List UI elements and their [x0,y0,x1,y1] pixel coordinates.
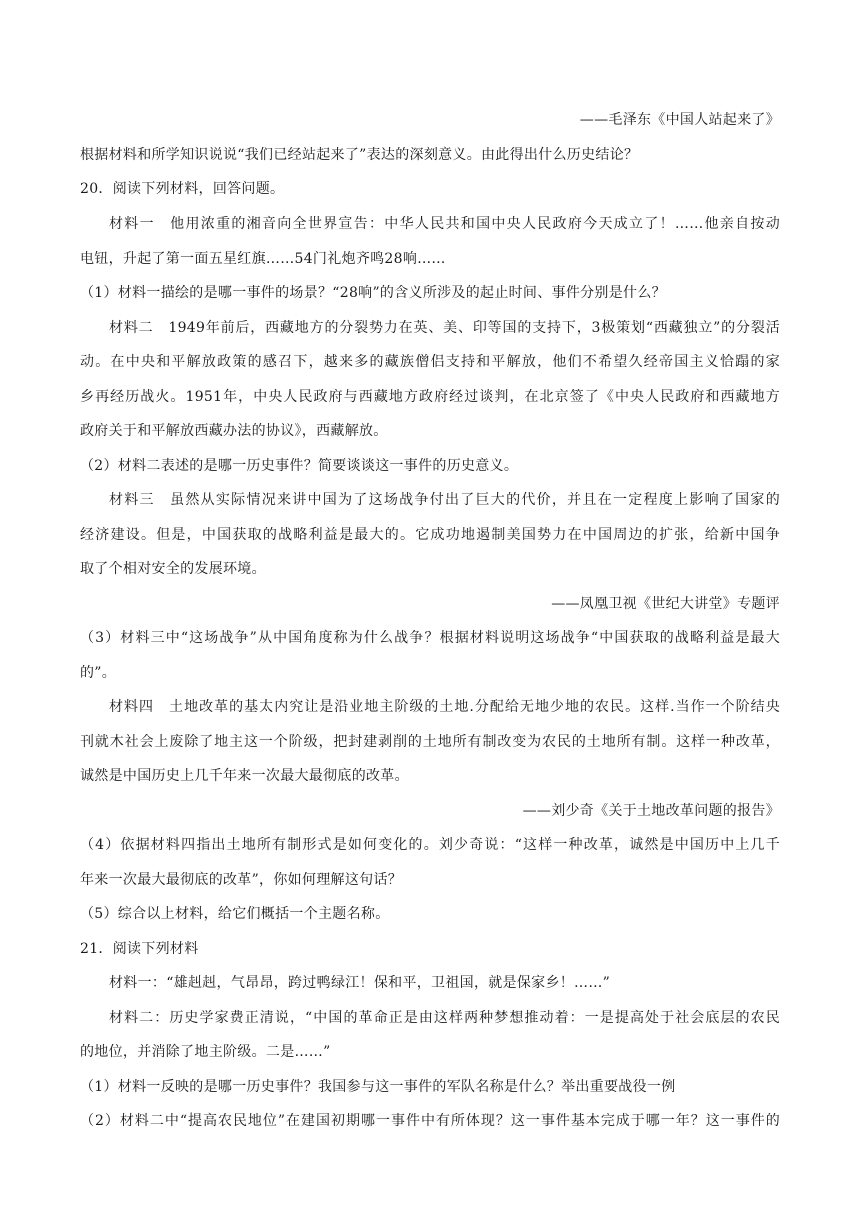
sub-question: 年来一次最大最彻底的改革”，你如何理解这句话？ [80,872,403,888]
sub-question: （1）材料一描绘的是哪一事件的场景？“28响”的含义所涉及的起止时间、事件分别是什么？ [80,285,666,301]
material-paragraph: 电钮，升起了第一面五星红旗……54门礼炮齐鸣28响…… [80,251,446,267]
material-paragraph: 取了个相对安全的发展环境。 [80,561,266,577]
material-paragraph: 诚然是中国历史上几千年来一次最大最彻底的改革。 [80,768,409,784]
material-paragraph: 的地位，并消除了地主阶级。二是……” [80,1044,331,1060]
question-heading: 21．阅读下列材料 [80,941,199,957]
material-paragraph: 乡再经历战火。1951年，中央人民政府与西藏地方政府经过谈判，在北京签了《中央人民政府和西藏地方 [80,389,780,405]
material-paragraph: 动。在中央和平解放政策的感召下，越来多的藏族僧侣支持和平解放，他们不希望久经帝国主义恰蹋的家 [80,354,780,370]
sub-question: （5）综合以上材料，给它们概括一个主题名称。 [80,906,390,922]
material-paragraph: 政府关于和平解放西藏办法的协议》，西藏解放。 [80,423,388,439]
material-paragraph: 材料四 土地改革的基太内究让是沿业地主阶级的土地.分配给无地少地的农民。这样.当作一个阶结央 [109,699,780,715]
sub-question: （1）材料一反映的是哪一历史事件？我国参与这一事件的军队名称是什么？举出重要战役一例 [80,1079,676,1095]
sub-question: （2）材料二表述的是哪一历史事件？简要谈谈这一事件的历史意义。 [80,458,519,474]
material-paragraph: 材料二：历史学家费正清说，“中国的革命正是由这样两种梦想推动着：一是提高处于社会底层的农民 [109,1010,780,1026]
material-paragraph: 材料三 虽然从实际情况来讲中国为了这场战争付出了巨大的代价，并且在一定程度上影响了国家的 [109,492,780,508]
source-citation: ——刘少奇《关于土地改革问题的报告》 [522,803,780,819]
sub-question: （4）依据材料四指出土地所有制形式是如何变化的。刘少奇说：“这样一种改革，诚然是中国历中上几千 [80,837,780,853]
source-citation: ——凤凰卫视《世纪大讲堂》专题评 [551,596,780,612]
source-citation: ——毛泽东《中国人站起来了》 [579,112,780,128]
sub-question: （3）材料三中“这场战争”从中国角度称为什么战争？根据材料说明这场战争“中国获取的战略利益是最大 [80,630,780,646]
material-paragraph: 材料一：“雄赳赳，气昂昂，跨过鸭绿江！保和平，卫祖国，就是保家乡！……” [109,975,611,991]
question-heading: 20．阅读下列材料，回答问题。 [80,181,285,197]
material-paragraph: 经济建设。但是，中国获取的战略利益是最大的。它成功地遏制美国势力在中国周边的扩张，给新中国争 [80,527,780,543]
material-paragraph: 材料二 1949年前后，西藏地方的分裂势力在英、美、印等国的支持下，3极策划“西藏独立”的分裂活 [109,320,780,336]
material-paragraph: 材料一 他用浓重的湘音向全世界宣告：中华人民共和国中央人民政府今天成立了！……他亲自按动 [109,216,780,232]
question-text: 根据材料和所学知识说说“我们已经站起来了”表达的深刻意义。由此得出什么历史结论？ [80,147,639,163]
sub-question: 的”。 [80,665,117,681]
material-paragraph: 刊就木社会上废除了地主这一个阶级，把封建剥削的土地所有制改变为农民的土地所有制。这样一种改革， [80,734,780,750]
sub-question: （2）材料二中“提高农民地位”在建国初期哪一事件中有所体现？这一事件基本完成于哪一年？这一事件的 [80,1113,780,1129]
